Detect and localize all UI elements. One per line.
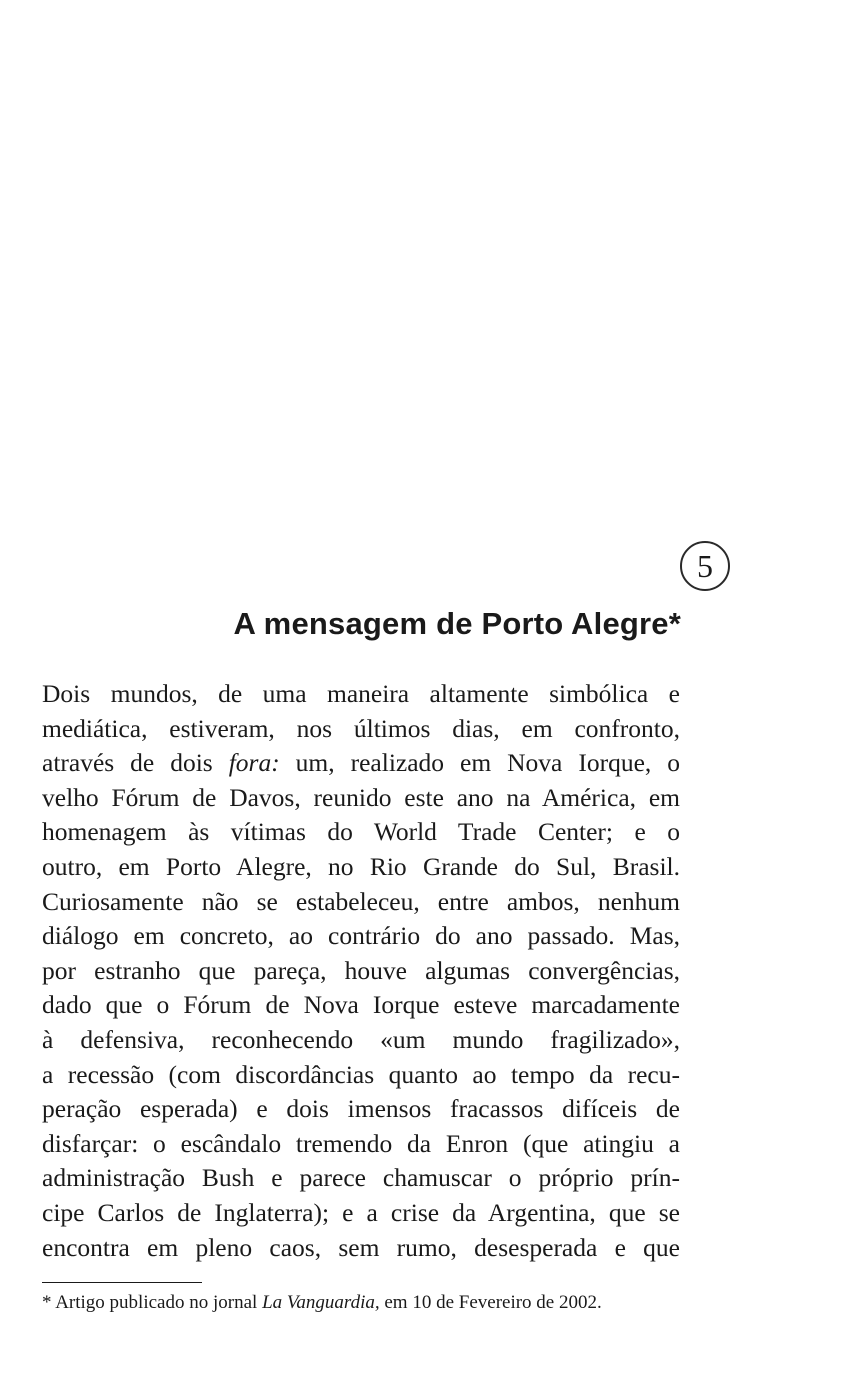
body-line: Curiosamente não se estabeleceu, entre ambos, nenhum [42, 886, 680, 916]
chapter-number: 5 [697, 548, 713, 584]
body-line: encontra em pleno caos, sem rumo, desesperada e que [42, 1232, 680, 1262]
chapter-title: A mensagem de Porto Alegre* [233, 606, 681, 641]
body-line-text: através de dois [42, 748, 229, 778]
footnote-text: Artigo publicado no jornal [55, 1292, 263, 1313]
chapter-number-badge [680, 541, 730, 591]
footnote-marker: * [42, 1292, 56, 1313]
footnote-newspaper: La Vanguardia, [262, 1292, 380, 1313]
body-line: disfarçar: o escândalo tremendo da Enron (que atingiu a [42, 1128, 680, 1158]
body-line: mediática, estiveram, nos últimos dias, em confronto, [42, 713, 680, 743]
body-line: administração Bush e parece chamuscar o próprio prín- [42, 1163, 680, 1193]
body-line: cipe Carlos de Inglaterra); e a crise da Argentina, que se [42, 1197, 680, 1227]
footnote [42, 1290, 682, 1316]
body-line: a recessão (com discordâncias quanto ao tempo da recu- [42, 1059, 680, 1089]
body-line: outro, em Porto Alegre, no Rio Grande do Sul, Brasil. [42, 851, 680, 881]
body-line: à defensiva, reconhecendo «um mundo fragilizado», [42, 1024, 680, 1054]
footnote-text-end: em 10 de Fevereiro de 2002. [379, 1292, 602, 1313]
body-line [42, 746, 680, 781]
body-line: diálogo em concreto, ao contrário do ano passado. Mas, [42, 921, 680, 951]
body-line-text: um, realizado em Nova Iorque, o [279, 748, 680, 778]
body-line: Dois mundos, de uma maneira altamente simbólica e [42, 679, 680, 708]
footnote-divider [42, 1282, 202, 1283]
body-line: por estranho que pareça, houve algumas convergências, [42, 955, 680, 985]
body-line: peração esperada) e dois imensos fracassos difíceis de [42, 1094, 680, 1124]
body-line: dado que o Fórum de Nova Iorque esteve marcadamente [42, 990, 680, 1020]
body-paragraph [42, 677, 680, 1265]
body-line: homenagem às vítimas do World Trade Center; e o [42, 817, 680, 847]
body-line-italic: fora: [228, 748, 280, 778]
body-line: velho Fórum de Davos, reunido este ano na América, em [42, 782, 680, 812]
